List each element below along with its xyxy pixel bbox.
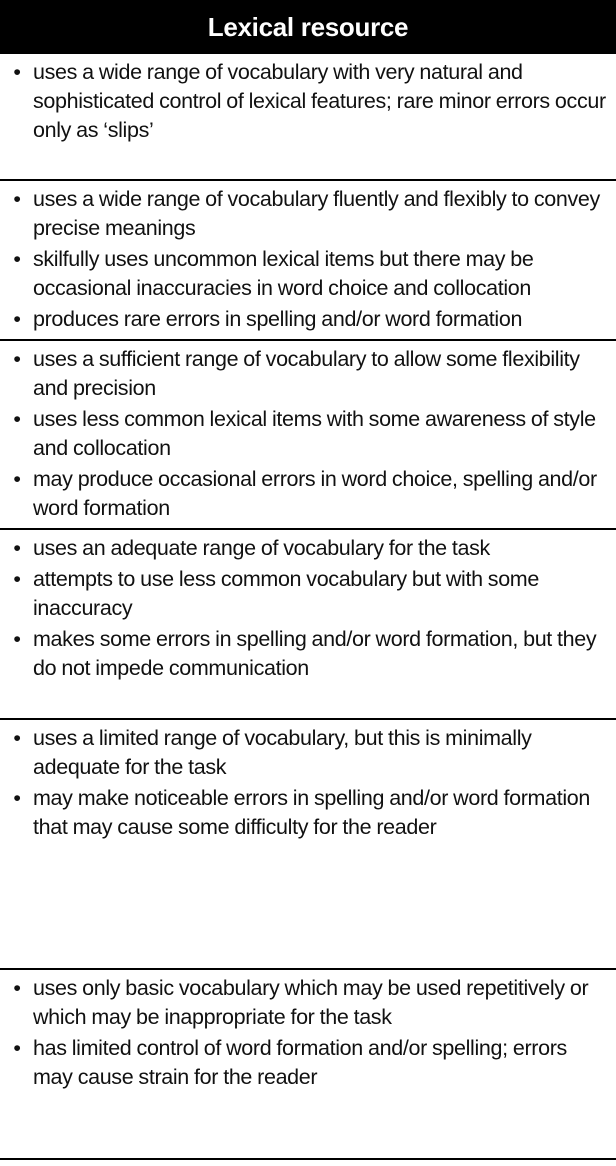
descriptor-item xyxy=(10,974,606,1032)
descriptor-text: uses a wide range of vocabulary with very natural and sophisticated control of lexical features; rare minor errors occur only as ‘slips’ xyxy=(33,60,606,142)
descriptor-text: uses less common lexical items with some awareness of style and collocation xyxy=(33,407,596,460)
bullet-icon: • xyxy=(13,567,21,591)
descriptor-list xyxy=(10,724,606,842)
section-header xyxy=(0,0,616,54)
descriptor-item xyxy=(10,345,606,403)
bullet-icon: • xyxy=(13,1036,21,1060)
descriptor-band-3 xyxy=(0,341,616,525)
descriptor-item xyxy=(10,465,606,523)
descriptor-text: uses a limited range of vocabulary, but this is minimally adequate for the task xyxy=(33,726,532,779)
descriptor-item xyxy=(10,245,606,303)
descriptor-text: uses a sufficient range of vocabulary to allow some flexibility and precision xyxy=(33,347,580,400)
descriptor-item xyxy=(10,305,606,334)
descriptor-text: has limited control of word formation and/or spelling; errors may cause strain for the reader xyxy=(33,1036,567,1089)
descriptor-text: uses an adequate range of vocabulary for the task xyxy=(33,536,490,560)
descriptor-item xyxy=(10,405,606,463)
bullet-icon: • xyxy=(13,976,21,1000)
descriptor-list xyxy=(10,345,606,523)
bullet-icon: • xyxy=(13,786,21,810)
descriptor-list xyxy=(10,58,606,145)
bullet-icon: • xyxy=(13,347,21,371)
descriptor-text: may make noticeable errors in spelling and/or word formation that may cause some difficulty for the reader xyxy=(33,786,590,839)
bullet-icon: • xyxy=(13,536,21,560)
descriptor-item xyxy=(10,534,606,563)
band-divider xyxy=(0,1158,616,1160)
bullet-icon: • xyxy=(13,247,21,271)
bullet-icon: • xyxy=(13,467,21,491)
descriptor-item xyxy=(10,185,606,243)
descriptor-text: produces rare errors in spelling and/or word formation xyxy=(33,307,523,331)
bullet-icon: • xyxy=(13,726,21,750)
descriptor-item xyxy=(10,565,606,623)
descriptor-text: uses only basic vocabulary which may be used repetitively or which may be inappropriate for the task xyxy=(33,976,589,1029)
bullet-icon: • xyxy=(13,407,21,431)
descriptor-list xyxy=(10,185,606,334)
descriptor-band-2 xyxy=(0,181,616,336)
descriptor-list xyxy=(10,974,606,1092)
bullet-icon: • xyxy=(13,627,21,651)
bullet-icon: • xyxy=(13,187,21,211)
section-title: Lexical resource xyxy=(207,11,409,42)
bullet-icon: • xyxy=(13,307,21,331)
bullet-icon: • xyxy=(13,60,21,84)
descriptor-band-5 xyxy=(0,720,616,844)
descriptor-text: skilfully uses uncommon lexical items but there may be occasional inaccuracies in word choice and collocation xyxy=(33,247,534,300)
descriptor-item xyxy=(10,1034,606,1092)
descriptor-text: uses a wide range of vocabulary fluently and flexibly to convey precise meanings xyxy=(33,187,600,240)
descriptor-list xyxy=(10,534,606,683)
descriptor-item xyxy=(10,625,606,683)
descriptor-band-4 xyxy=(0,530,616,685)
descriptor-item xyxy=(10,784,606,842)
descriptor-band-1 xyxy=(0,54,616,147)
descriptor-item xyxy=(10,724,606,782)
descriptor-text: attempts to use less common vocabulary but with some inaccuracy xyxy=(33,567,539,620)
descriptor-item xyxy=(10,58,606,145)
descriptor-text: makes some errors in spelling and/or word formation, but they do not impede communication xyxy=(33,627,597,680)
descriptor-band-6 xyxy=(0,970,616,1094)
descriptor-text: may produce occasional errors in word choice, spelling and/or word formation xyxy=(33,467,597,520)
